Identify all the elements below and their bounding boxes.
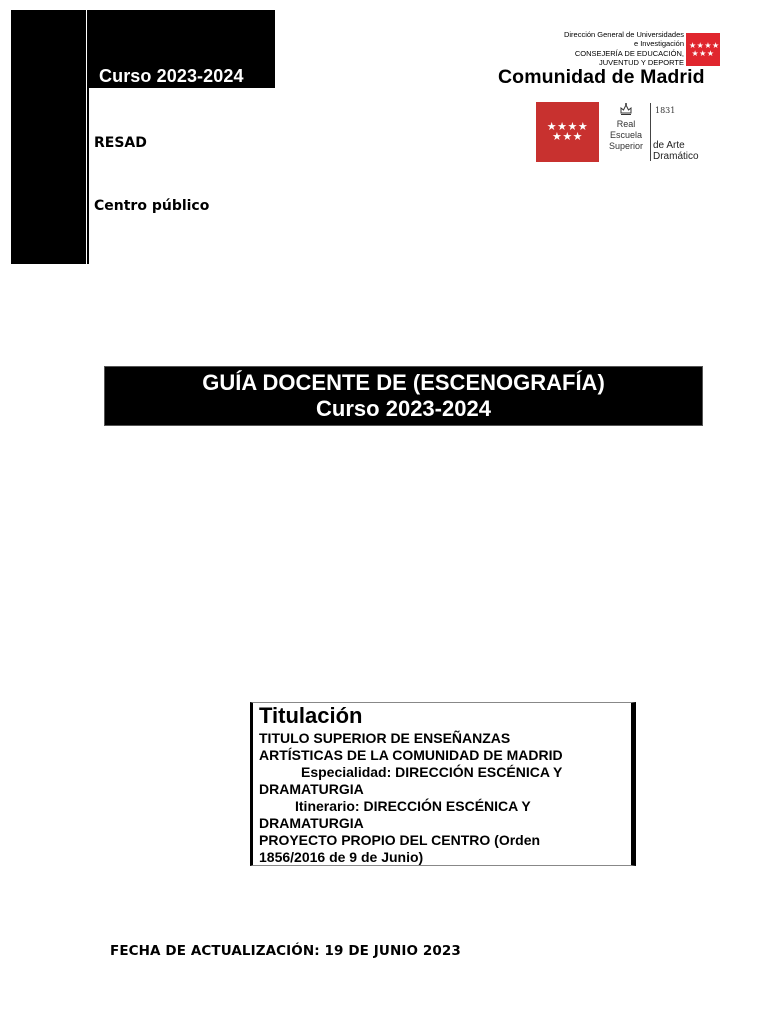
left-black-bar (11, 10, 86, 264)
institution-name: RESAD (94, 135, 147, 151)
titulacion-especialidad: Especialidad: DIRECCIÓN ESCÉNICA Y (301, 764, 563, 780)
direccion-general-text: Dirección General de Universidades e Investigación (563, 30, 684, 48)
titulacion-line: ARTÍSTICAS DE LA COMUNIDAD DE MADRID (259, 747, 563, 763)
resad-logo-text-right: de Arte Dramático (653, 140, 699, 162)
guide-course: Curso 2023-2024 (316, 396, 491, 421)
titulacion-heading: Titulación (259, 703, 363, 728)
crown-icon (619, 102, 633, 116)
titulacion-line: PROYECTO PROPIO DEL CENTRO (Orden (259, 832, 541, 848)
madrid-flag-icon: ★★★★ ★★★ (686, 33, 720, 66)
course-banner (89, 10, 275, 88)
centre-type: Centro público (94, 198, 210, 214)
resad-logo-text-left: Real Escuela Superior (608, 119, 644, 151)
resad-logo-year: 1831 (655, 106, 676, 115)
guide-title-box (104, 366, 703, 426)
titulacion-line: TITULO SUPERIOR DE ENSEÑANZAS (259, 730, 511, 746)
titulacion-line: DRAMATURGIA (259, 781, 364, 797)
resad-flag-icon: ★★★★ ★★★ (536, 102, 599, 162)
course-banner-text: Curso 2023-2024 (99, 66, 244, 86)
titulacion-line: DRAMATURGIA (259, 815, 364, 831)
update-date: FECHA DE ACTUALIZACIÓN: 19 DE JUNIO 2023 (110, 943, 461, 959)
titulacion-body (259, 730, 599, 866)
comunidad-de-madrid-title: Comunidad de Madrid (498, 66, 705, 88)
resad-logo-divider (650, 103, 651, 161)
titulacion-itinerario: Itinerario: DIRECCIÓN ESCÉNICA Y (295, 798, 531, 814)
consejeria-text: CONSEJERÍA DE EDUCACIÓN, JUVENTUD Y DEPORTE (574, 49, 684, 67)
guide-title: GUÍA DOCENTE DE (ESCENOGRAFÍA) (202, 370, 605, 395)
titulacion-box (250, 702, 636, 866)
titulacion-line: 1856/2016 de 9 de Junio) (259, 849, 424, 865)
